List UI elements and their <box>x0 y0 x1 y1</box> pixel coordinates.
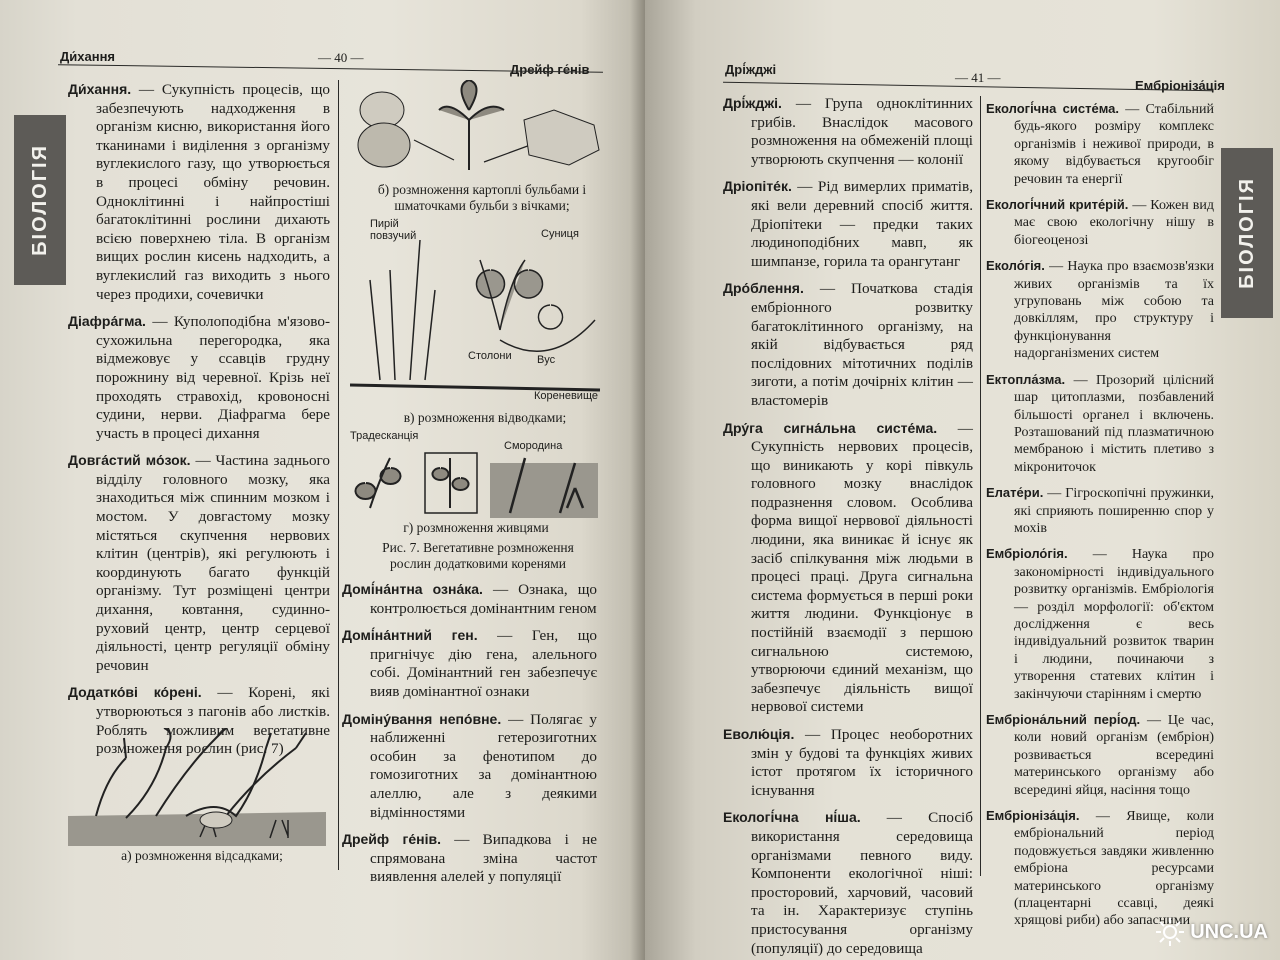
dictionary-entry: Екологі́чна ні́ша. — Спосіб використання середовища організмами певного виду. Компоненти екологічної ніші: просторовий, харчовий, часовий та ін. Характеризує ступінь пристосування організму (популяції) до середовища <box>723 809 974 957</box>
dictionary-entry: Ембріона́льний пері́од. — Це час, коли новий організм (ембріон) розвивається всередині материнського організму або всередині яйця, насіння тощо <box>986 712 1215 798</box>
label-sunytsia: Суниця <box>541 228 579 240</box>
potato-pieces-icon <box>524 110 599 165</box>
dictionary-entry: Дрі́жджі. — Група одноклітинних грибів. Внаслідок масового розмноження на обмеженій площі утворюють скупчення — колонії <box>723 95 973 168</box>
dictionary-entry: Дру́га сигна́льна систе́ма. — Сукупність нервових процесів, що виникають у корі півкуль головного мозку внаслідок подразнення словом. Особлива форма вищої нервової діяльності людини, яка виникає й існує як засіб спілкування між людьми в процесі праці. Друга сигнальна система формується в перші роки життя людини. Функціонує в постійній взаємодії з першою сигнальною системою, утворюючи єдиний механізм, що забезпечує діяльність вищої нервової системи <box>723 419 973 716</box>
watermark-sun-icon <box>1156 918 1184 946</box>
left-column-1 <box>68 80 330 767</box>
dictionary-entry: Ектопла́зма. — Прозорий цілісний шар цитоплазми, позбавлений більшості органел і включень. Розташований під плазматичною мембраною і містить плетиво з мікрониточок <box>986 371 1214 475</box>
strawberry-shape <box>477 260 543 330</box>
running-head-right: Дрейф ге́нів <box>510 62 590 77</box>
cutting-shape <box>356 458 401 508</box>
dictionary-entry: Дрейф ге́нів. — Випадкова і не спрямована зміна частот виявлення алелей у популяції <box>342 831 597 886</box>
mound-shape <box>200 812 232 828</box>
dictionary-entry: Екологі́чна систе́ма. — Стабільний будь-якого розміру комплекс організмів і неживої природи, в якому відбувається кругообіг речовин та енергії <box>986 101 1214 187</box>
dictionary-entry: Ди́хання. — Сукупність процесів, що забезпечують надходження в організм кисню, використання його тканинами і виділення з організму вуглекислого газу, що утворюється в процесі обміну речовин. Одноклітинні і найпростіші багатоклітинні рослини дихають всією поверхнею тіла. В організм вищих рослин кисень надходить, а вуглекислий газ виходить з нього через продихи, сочевички <box>68 81 330 303</box>
dictionary-entry: Екологі́чний крите́рій. — Кожен вид має свою екологічну нішу в біогеоценозі <box>986 197 1214 248</box>
dictionary-entry: Елате́ри. — Гігроскопічні пружинки, які сприяють поширенню спор у мохів <box>986 485 1214 536</box>
label-korenevyshche: Кореневище <box>534 390 598 402</box>
potato-icon <box>358 123 410 167</box>
dictionary-entry: Дріопіте́к. — Рід вимерлих приматів, які вели деревний спосіб життя. Дріопітеки — предки таких людиноподібних мавп, як шимпанзе, горила та орангутанг <box>723 178 973 270</box>
label-stoloni: Столони <box>468 350 512 362</box>
soil-shape <box>490 463 598 518</box>
stem-shape <box>156 728 226 816</box>
plant-shape <box>439 80 504 170</box>
dictionary-entry: Домі́на́нтна озна́ка. — Ознака, що контролюється домінантним геном <box>342 581 597 617</box>
dictionary-entry: Еволю́ція. — Процес необоротних змін у будові та функціях живих істот протягом їх історичного існування <box>723 726 973 799</box>
dictionary-entry: Діафра́гма. — Куполоподібна м'язово-сухожильна перегородка, яка відмежовує у ссавців грудну порожнину від черевної. Крізь неї проходять стравохід, кровоносні судини, нерви. Діафрагма бере участь в процесі дихання <box>68 313 330 442</box>
dictionary-entry: Еколо́гія. — Наука про взаємозв'язки живих організмів та їх угруповань між собою та довкіллям, про структуру і функціонування надорганізмених систем <box>986 258 1214 362</box>
grass-shape <box>370 240 435 380</box>
figure-d-caption: г) розмноження живцями <box>403 520 549 535</box>
arrow-shape <box>414 140 544 162</box>
label-tradeskantsia: Традесканція <box>350 430 419 442</box>
dictionary-entry: Довга́стий мо́зок. — Частина заднього відділу головного мозку, яка знаходиться між спинним мозком і мостом. У довгастому мозку містяться скупчення нервових клітин (центрів), які регулюють і координують багато функцій організму. Тут розміщені центри дихання, ковтання, судинно-руховий центр, центр серцевої діяльності, центр регуляції обміну речовин <box>68 452 331 674</box>
column-divider <box>338 80 339 870</box>
side-tab-biology: БІОЛОГІЯ <box>14 115 66 285</box>
watermark <box>1156 918 1268 946</box>
side-tab-biology: БІОЛОГІЯ <box>1221 148 1273 318</box>
figure-a-caption: а) розмноження відсадками; <box>121 848 283 863</box>
running-head-left: Дрі́жджі <box>725 62 777 77</box>
right-column-1 <box>723 94 973 960</box>
figure-a-layering <box>66 728 328 846</box>
figure-d-cuttings <box>350 448 600 520</box>
label-vus: Вус <box>537 354 556 366</box>
column-divider <box>980 96 981 876</box>
running-head-right: Ембріоніза́ція <box>1135 78 1225 93</box>
page-number-left: — 40 — <box>318 50 364 65</box>
dictionary-entry: Ембріоніза́ція. — Явище, коли ембріональний період подовжується завдяки живленню ембріона ресурсами материнського організму (плацентарні ссавці, деякі хрящові риби) або запасними <box>986 808 1214 929</box>
right-column-2 <box>986 100 1214 938</box>
right-page <box>645 0 1280 960</box>
cutting-in-jar-shape <box>433 458 469 508</box>
running-head-left: Ди́хання <box>60 49 116 64</box>
left-column-2 <box>342 580 597 895</box>
figure-c-caption: в) розмноження відводками; <box>403 410 567 425</box>
runner-shape <box>500 305 595 351</box>
figure-title: Рис. 7. Вегетативне розмноження рослин додатковими коренями <box>382 540 574 571</box>
label-pyrii: Пирій повзучий <box>370 218 417 242</box>
stem-shape <box>96 738 126 816</box>
dictionary-entry: Домі́на́нтний ген. — Ген, що пригнічує дію гена, алельного собі. Домінантний ген забезпечує вияв домінантної ознаки <box>342 627 597 700</box>
page-number-right: — 41 — <box>955 70 1001 85</box>
dictionary-entry: Доміну́вання непо́вне. — Полягає у наближенні гетерозиготних особин за фенотипом до гомозиготних за домінантною алеллю, але з деякими відмінностями <box>342 710 597 821</box>
figure-c-stolons <box>350 230 608 400</box>
dictionary-entry: Додатко́ві ко́рені. — Корені, які утворюються з пагонів або листків. Роблять можливим вегетативне розмноження рослин (рис. 7) <box>68 684 331 758</box>
dictionary-entry: Ембріоло́гія. — Наука про закономірності індивідуального розвитку організмів. Ембріологія — розділ морфології: об'єктом дослідження є весь індивідуальний розвиток тварин і людини, починаючи з утворення статевих клітин і закінчуючи старінням і смертю <box>986 546 1214 702</box>
stem-shape <box>186 733 271 816</box>
figure-b-caption: б) розмноження картоплі бульбами і шматочками бульби з вічками; <box>377 182 587 213</box>
dictionary-entry: Дро́блення. — Початкова стадія ембріонного розвитку багатоклітинного організму, на якій відбувається ряд послідовних мітотичних поділів зиготи, а потім дочірніх клітин — властомерів <box>723 280 973 409</box>
watermark-text: UNC.UA <box>1190 920 1268 943</box>
figure-b-potato <box>354 80 604 180</box>
label-smorodyna: Смородина <box>504 440 563 452</box>
